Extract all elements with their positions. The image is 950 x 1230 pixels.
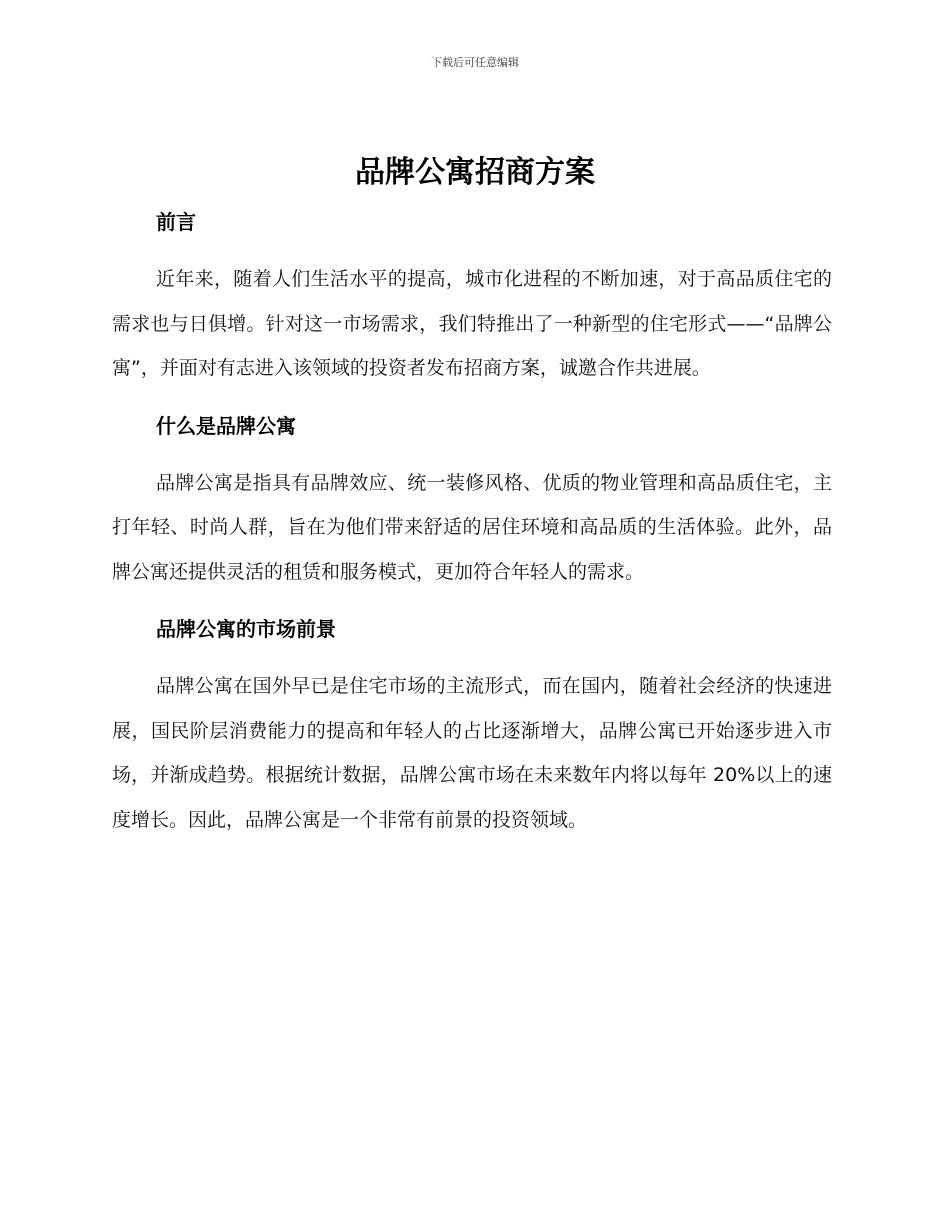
section-preface bbox=[112, 200, 832, 404]
section-heading: 前言 bbox=[156, 210, 196, 234]
document-title: 品牌公寓招商方案 bbox=[355, 155, 595, 190]
section-what-is-brand-apartment bbox=[112, 404, 832, 608]
document-body bbox=[112, 200, 832, 842]
section-market-outlook bbox=[112, 607, 832, 842]
section-paragraph: 品牌公寓是指具有品牌效应、统一装修风格、优质的物业管理和高品质住宅，主打年轻、时尚人群，旨在为他们带来舒适的居住环境和高品质的生活体验。此外，品牌公寓还提供灵活的租赁和服务模式，更加符合年轻人的需求。 bbox=[112, 471, 832, 583]
section-paragraph: 近年来，随着人们生活水平的提高，城市化进程的不断加速，对于高品质住宅的需求也与日俱增。针对这一市场需求，我们特推出了一种新型的住宅形式——“品牌公寓”，并面对有志进入该领域的投资者发布招商方案，诚邀合作共进展。 bbox=[112, 268, 832, 379]
section-paragraph: 品牌公寓在国外早已是住宅市场的主流形式，而在国内，随着社会经济的快速进展，国民阶层消费能力的提高和年轻人的占比逐渐增大，品牌公寓已开始逐步进入市场，并渐成趋势。根据统计数据，品牌公寓市场在未来数年内将以每年 20%以上的速度增长。因此，品牌公寓是一个非常有前景的投资领域。 bbox=[112, 675, 832, 831]
section-heading: 品牌公寓的市场前景 bbox=[156, 617, 336, 641]
page-header-note: 下载后可任意编辑 bbox=[431, 56, 519, 69]
section-heading: 什么是品牌公寓 bbox=[156, 413, 296, 438]
